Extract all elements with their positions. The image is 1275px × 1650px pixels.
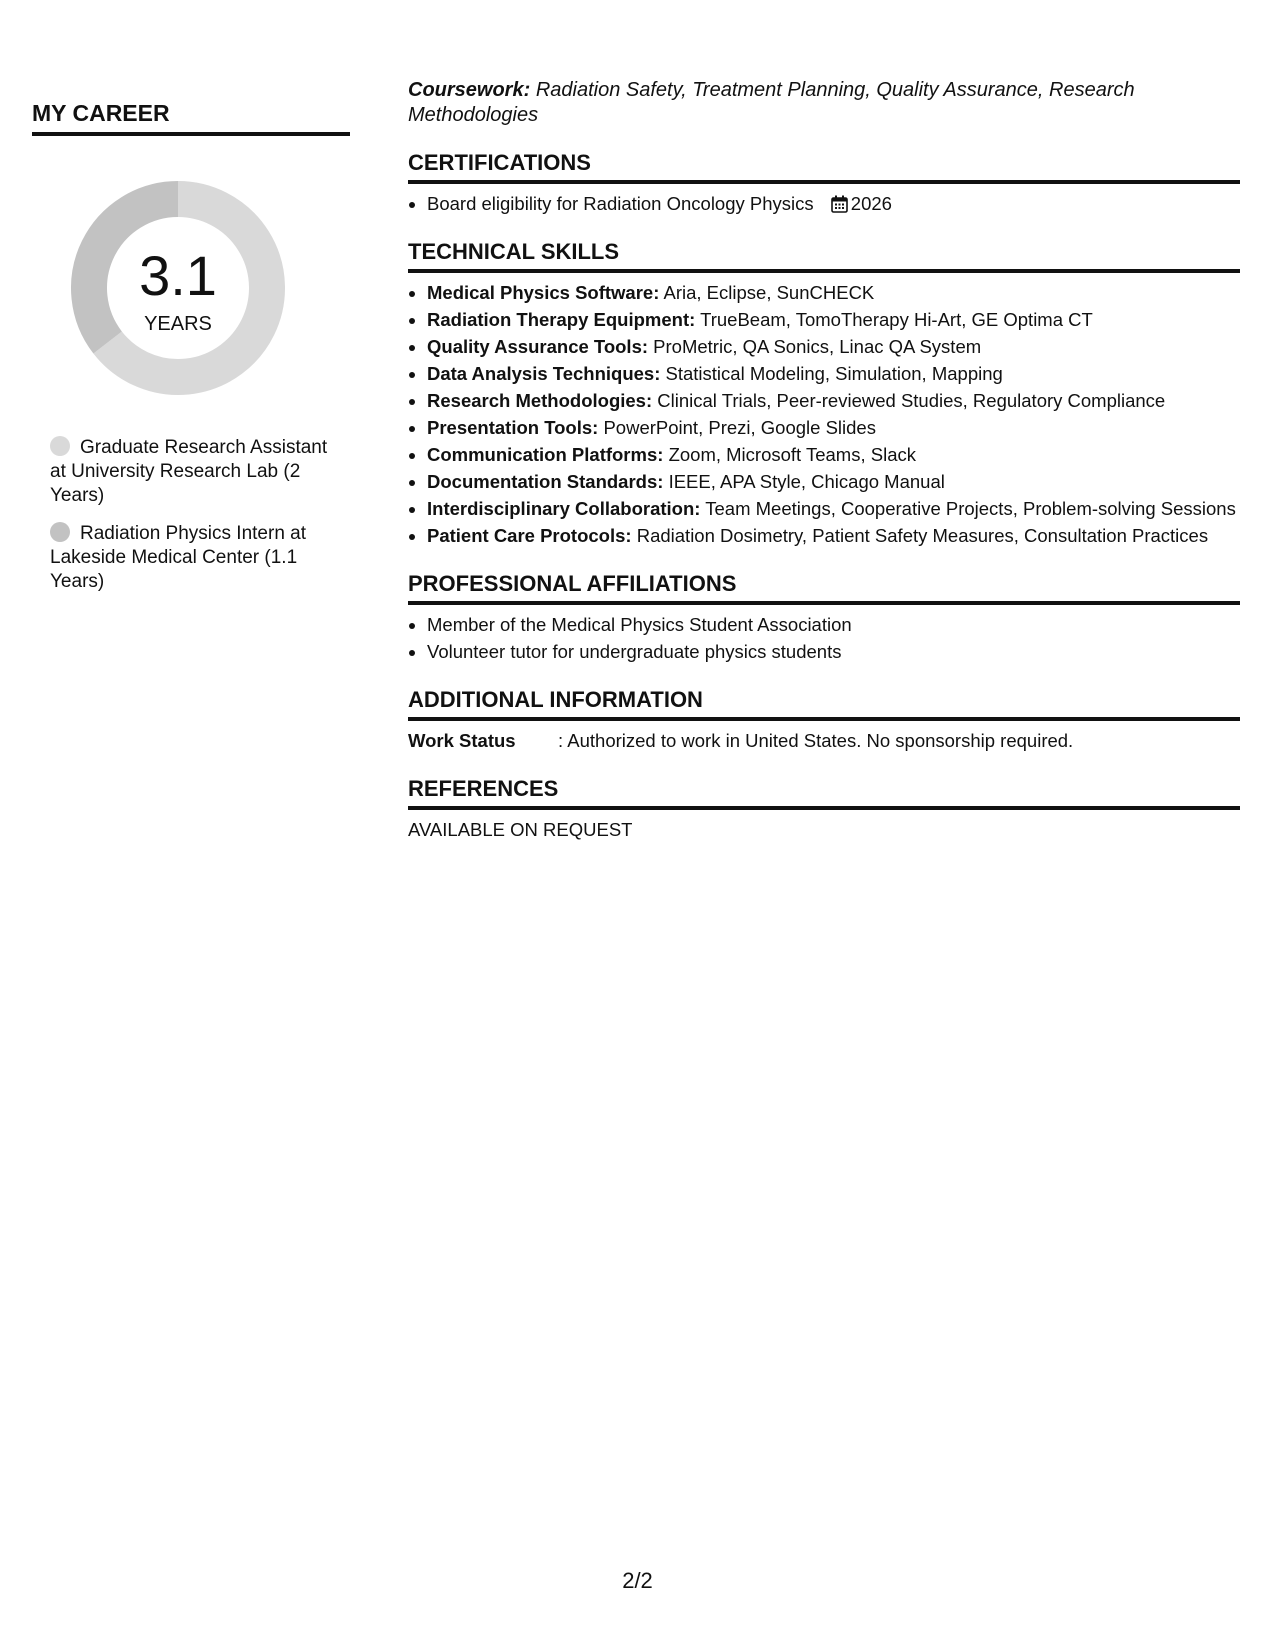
technical-skills-list [408, 279, 1240, 549]
certification-text: Board eligibility for Radiation Oncology Physics [427, 193, 814, 214]
section-rule [408, 269, 1240, 273]
certifications-heading: CERTIFICATIONS [408, 150, 591, 175]
skill-item [427, 441, 1240, 468]
skill-item [427, 468, 1240, 495]
career-title: MY CAREER [32, 100, 170, 126]
career-sidebar [32, 96, 350, 592]
skill-value: IEEE, APA Style, Chicago Manual [668, 471, 945, 492]
skill-value: Aria, Eclipse, SunCHECK [663, 282, 875, 303]
main-content [408, 78, 1240, 843]
work-status-value: : Authorized to work in United States. No sponsorship required. [558, 730, 1074, 751]
skill-value: Radiation Dosimetry, Patient Safety Measures, Consultation Practices [636, 525, 1209, 546]
work-status-label: Work Status [408, 730, 516, 751]
skill-label: Data Analysis Techniques: [427, 363, 661, 384]
skill-value: PowerPoint, Prezi, Google Slides [603, 417, 876, 438]
affiliations-heading: PROFESSIONAL AFFILIATIONS [408, 571, 737, 596]
skill-label: Research Methodologies: [427, 390, 653, 411]
section-rule [408, 180, 1240, 184]
skill-label: Communication Platforms: [427, 444, 664, 465]
skill-value: ProMetric, QA Sonics, Linac QA System [653, 336, 982, 357]
section-rule [408, 717, 1240, 721]
section-rule [408, 806, 1240, 810]
skill-value: Statistical Modeling, Simulation, Mapping [665, 363, 1003, 384]
skill-label: Presentation Tools: [427, 417, 599, 438]
certification-item [427, 190, 1240, 217]
total-years-value: 3.1 [139, 244, 217, 307]
legend-dot [50, 436, 70, 456]
skill-item [427, 333, 1240, 360]
certification-year: 2026 [850, 193, 892, 214]
page-number: 2/2 [622, 1568, 653, 1593]
career-title-rule [32, 132, 350, 136]
skill-item [427, 279, 1240, 306]
career-list [50, 436, 340, 608]
coursework-line [408, 78, 1240, 128]
skill-value: Clinical Trials, Peer-reviewed Studies, Regulatory Compliance [657, 390, 1166, 411]
career-item [50, 436, 340, 508]
section-rule [408, 601, 1240, 605]
affiliations-list [408, 611, 1240, 665]
technical-skills-heading: TECHNICAL SKILLS [408, 239, 620, 264]
skill-item [427, 522, 1240, 549]
skill-value: Zoom, Microsoft Teams, Slack [668, 444, 916, 465]
calendar-icon [831, 195, 848, 213]
coursework-text: Radiation Safety, Treatment Planning, Quality Assurance, Research Methodologies [408, 79, 1135, 126]
career-item-text: Radiation Physics Intern at Lakeside Medical Center (1.1 Years) [50, 523, 307, 592]
career-item [50, 522, 340, 594]
career-item-text: Graduate Research Assistant at University Research Lab (2 Years) [50, 437, 328, 506]
coursework-label: Coursework: [408, 79, 531, 101]
skill-label: Medical Physics Software: [427, 282, 660, 303]
skill-label: Radiation Therapy Equipment: [427, 309, 696, 330]
skill-label: Documentation Standards: [427, 471, 664, 492]
references-heading: REFERENCES [408, 776, 559, 801]
certifications-list [408, 190, 1240, 217]
skill-item [427, 360, 1240, 387]
affiliation-item: • Member of the Medical Physics Student Association [427, 611, 1240, 638]
skill-label: Quality Assurance Tools: [427, 336, 649, 357]
affiliation-item: • Volunteer tutor for undergraduate physics students [427, 638, 1240, 665]
skill-label: Patient Care Protocols: [427, 525, 632, 546]
total-years-unit: YEARS [144, 313, 212, 335]
additional-info-heading: ADDITIONAL INFORMATION [408, 687, 703, 712]
references-text: AVAILABLE ON REQUEST [408, 819, 633, 840]
career-donut-chart [66, 176, 290, 400]
skill-value: Team Meetings, Cooperative Projects, Problem-solving Sessions [705, 498, 1236, 519]
skill-item [427, 306, 1240, 333]
skill-item [427, 495, 1240, 522]
work-status-row [408, 727, 1240, 754]
skill-value: TrueBeam, TomoTherapy Hi-Art, GE Optima CT [700, 309, 1093, 330]
skill-label: Interdisciplinary Collaboration: [427, 498, 701, 519]
skill-item [427, 414, 1240, 441]
legend-dot [50, 522, 70, 542]
skill-item [427, 387, 1240, 414]
